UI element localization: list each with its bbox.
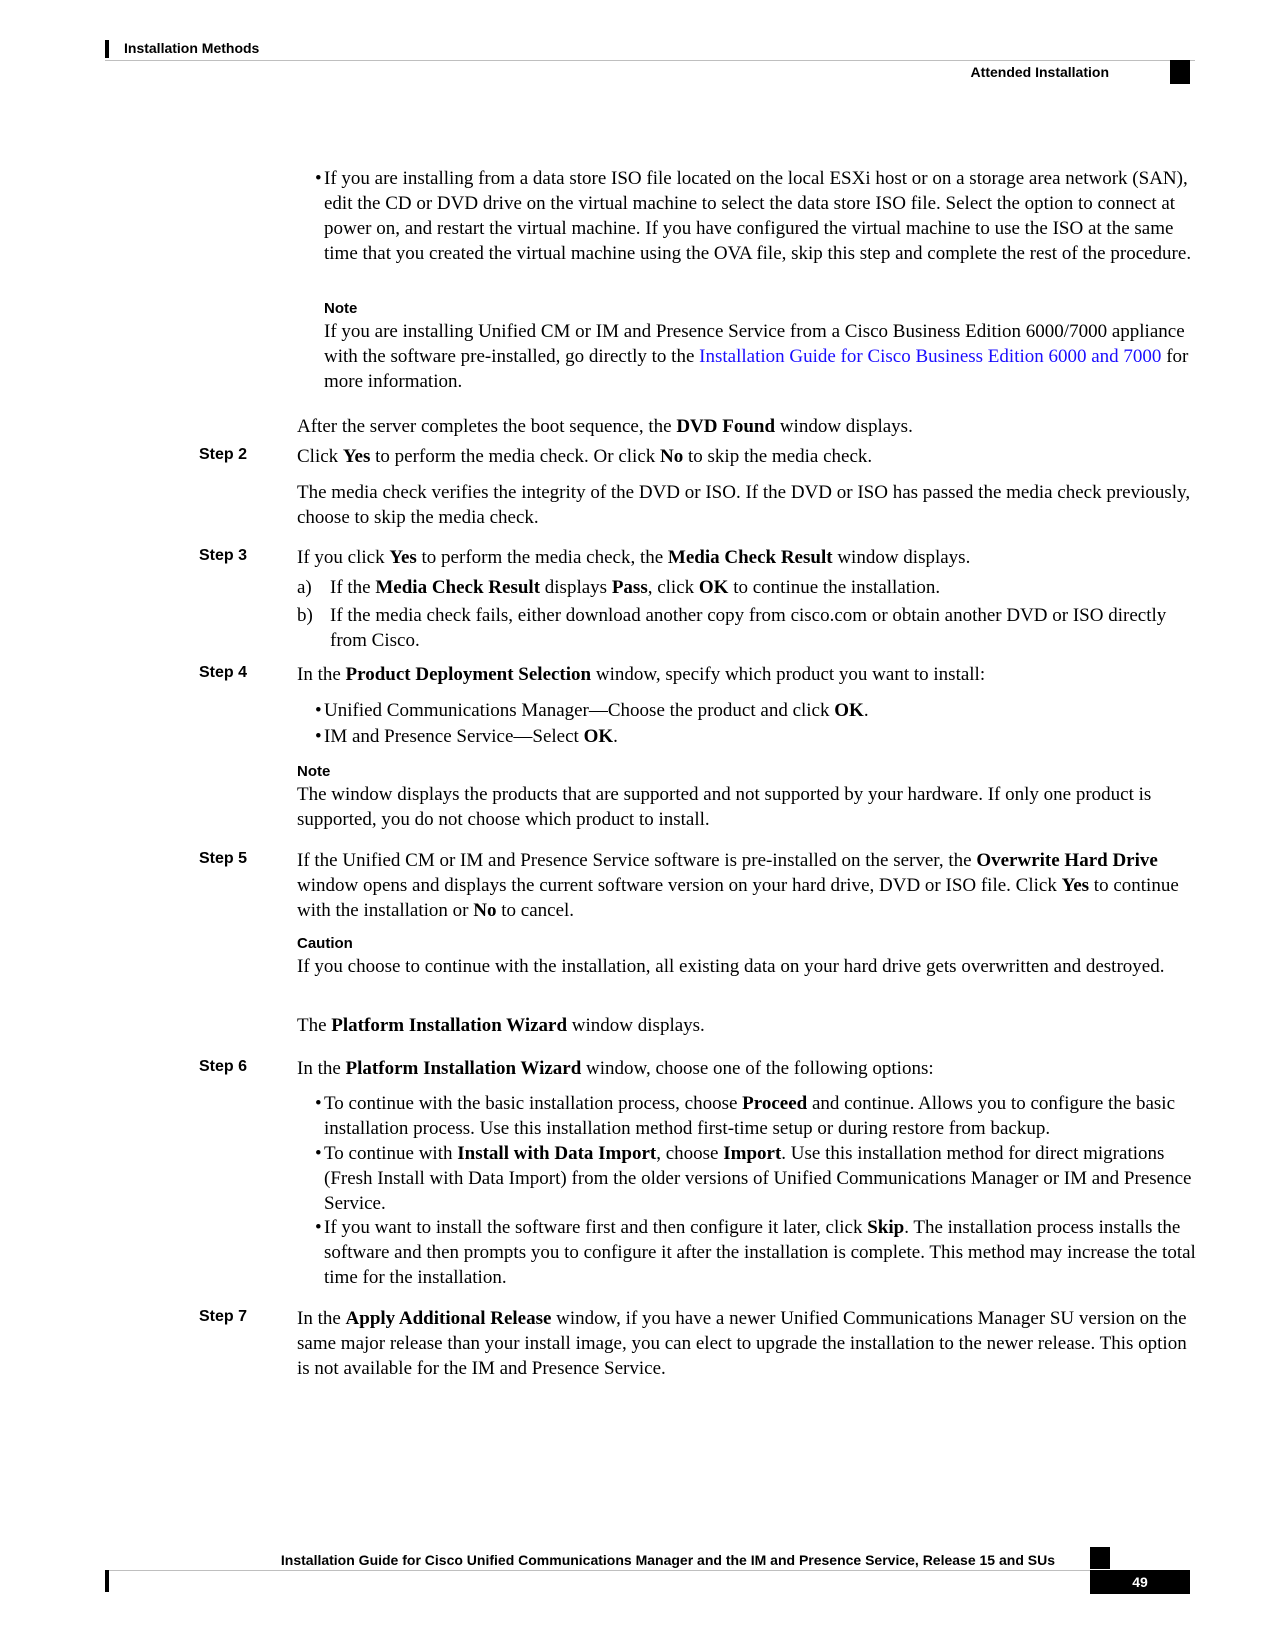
bullet-icon: • — [315, 1143, 322, 1164]
step-7-text: In the Apply Additional Release window, if you have a newer Unified Communications Manager SU version on the same major release than your install image, you can elect to upgrade the installation to the newer release. This option is not available for the IM and Presence Service. — [297, 1308, 1187, 1379]
step-2-detail: The media check verifies the integrity of the DVD or ISO. If the DVD or ISO has passed the media check previously, choose to skip the media check. — [297, 482, 1191, 528]
step-2-label: Step 2 — [199, 446, 248, 463]
step-5-label: Step 5 — [199, 850, 248, 867]
list-item: • To continue with Install with Data Import, choose Import. Use this installation method for direct migrations (Fresh Install with Data Import) from the older versions of Unified Communications Manager or IM and Presence Service. — [315, 1143, 1192, 1214]
installation-guide-link[interactable]: Installation Guide for Cisco Business Edition 6000 and 7000 — [699, 346, 1162, 367]
bullet-icon: • — [315, 168, 322, 189]
paragraph: After the server completes the boot sequence, the DVD Found window displays. — [297, 416, 913, 437]
bullet-icon: • — [315, 1093, 322, 1114]
bullet-icon: • — [315, 700, 322, 721]
step-5-text: If the Unified CM or IM and Presence Service software is pre-installed on the server, the Overwrite Hard Drive window opens and displays the current software version on your hard drive, DVD or ISO file. Click Yes to continue with the installation or No to cancel. — [297, 850, 1179, 921]
note-title: Note — [324, 300, 358, 317]
bullet-icon: • — [315, 1217, 322, 1238]
note-title: Note — [297, 763, 331, 780]
note-body: The window displays the products that are supported and not supported by your hardware. If only one product is supported, you do not choose which product to install. — [297, 784, 1152, 830]
footer-rule — [105, 1570, 1090, 1571]
substep-a: a) If the Media Check Result displays Pass, click OK to continue the installation. — [297, 577, 941, 598]
header-rule — [105, 60, 1195, 61]
header-right-box — [1170, 60, 1190, 84]
header-section-title: Attended Installation — [970, 64, 1109, 80]
step-6-text: In the Platform Installation Wizard window, choose one of the following options: — [297, 1058, 934, 1079]
list-item: • To continue with the basic installation process, choose Proceed and continue. Allows you to configure the basic installation process. Use this installation method first-time setup or during restore from backup. — [315, 1093, 1176, 1139]
list-item: • If you want to install the software first and then configure it later, click Skip. The installation process installs the software and then prompts you to configure it after the installation is complete. This method may increase the total time for the installation. — [315, 1217, 1196, 1288]
page-number: 49 — [1090, 1570, 1190, 1594]
step-3-label: Step 3 — [199, 547, 248, 564]
step-3-text: If you click Yes to perform the media check, the Media Check Result window displays. — [297, 547, 971, 568]
footer-book-title: Installation Guide for Cisco Unified Communications Manager and the IM and Presence Service, Release 15 and SUs — [280, 1552, 1055, 1568]
step-6-label: Step 6 — [199, 1058, 248, 1075]
header-chapter-title: Installation Methods — [124, 40, 260, 56]
caution-body: If you choose to continue with the installation, all existing data on your hard drive gets overwritten and destroyed. — [297, 956, 1165, 977]
paragraph: The Platform Installation Wizard window displays. — [297, 1015, 705, 1036]
step-7-label: Step 7 — [199, 1308, 248, 1325]
footer-left-bar — [105, 1570, 109, 1592]
step-4-label: Step 4 — [199, 664, 248, 681]
note-body: If you are installing Unified CM or IM and Presence Service from a Cisco Business Edition 6000/7000 appliance with the software pre-installed, go directly to the Installation Guide for Cisco Business Edition 6000 and 7000 for more information. — [324, 321, 1189, 392]
footer-box — [1090, 1547, 1110, 1569]
step-2-text: Click Yes to perform the media check. Or click No to skip the media check. — [297, 446, 873, 467]
list-item: • If you are installing from a data store ISO file located on the local ESXi host or on a storage area network (SAN), edit the CD or DVD drive on the virtual machine to select the data store ISO file. Select the option to connect at power on, and restart the virtual machine. If you have configured the virtual machine to use the ISO at the same time that you created the virtual machine using the OVA file, skip this step and complete the rest of the procedure. — [315, 168, 1192, 264]
step-4-text: In the Product Deployment Selection window, specify which product you want to install: — [297, 664, 986, 685]
bullet-icon: • — [315, 726, 322, 747]
header-left-bar — [105, 40, 109, 58]
list-item: • IM and Presence Service—Select OK. — [315, 726, 618, 747]
substep-b: b) If the media check fails, either download another copy from cisco.com or obtain another DVD or ISO directly from Cisco. — [297, 605, 1167, 651]
list-item: • Unified Communications Manager—Choose the product and click OK. — [315, 700, 869, 721]
caution-title: Caution — [297, 935, 353, 952]
